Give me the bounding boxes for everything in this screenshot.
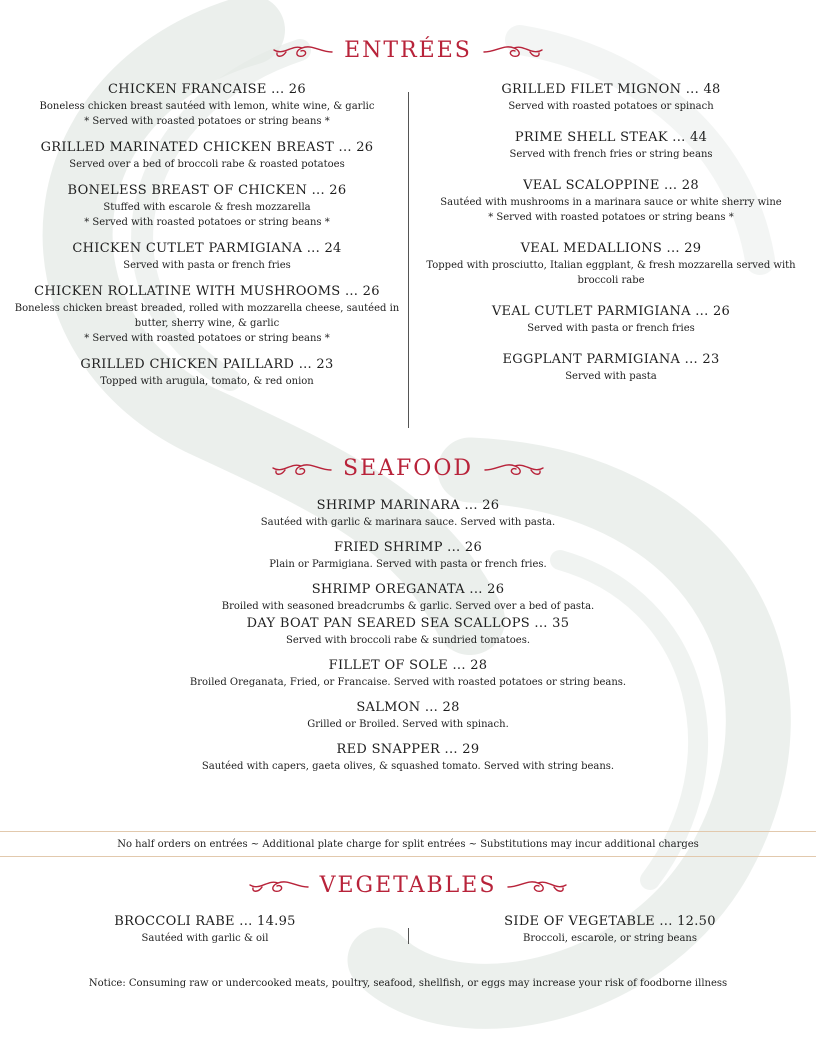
item-name: GRILLED CHICKEN PAILLARD ... 23 (80, 357, 334, 372)
item-name: RED SNAPPER ... 29 (336, 742, 480, 757)
item-name: EGGPLANT PARMIGIANA ... 23 (502, 352, 720, 367)
item-description: * Served with roasted potatoes or string beans * (84, 217, 330, 228)
item-name: VEAL CUTLET PARMIGIANA ... 26 (491, 304, 731, 319)
vegetables-title: VEGETABLES (319, 873, 497, 898)
item-name: FILLET OF SOLE ... 28 (328, 658, 488, 673)
vegetables-heading (0, 875, 816, 897)
menu-item (0, 614, 816, 648)
menu-item (10, 80, 404, 129)
item-description: Sautéed with garlic & oil (141, 933, 269, 944)
vegetables-right (460, 912, 760, 955)
item-name: CHICKEN ROLLATINE WITH MUSHROOMS ... 26 (34, 284, 380, 299)
menu-item (0, 698, 816, 732)
item-name: SHRIMP MARINARA ... 26 (316, 498, 500, 513)
item-description: Sautéed with garlic & marinara sauce. Served with pasta. (260, 517, 556, 528)
item-description: Topped with prosciutto, Italian eggplant, & fresh mozzarella served with (426, 260, 796, 271)
menu-item (10, 355, 404, 389)
item-description: broccoli rabe (577, 275, 645, 286)
item-name: CHICKEN CUTLET PARMIGIANA ... 24 (72, 241, 342, 256)
item-description: Served with broccoli rabe & sundried tomatoes. (285, 635, 531, 646)
item-name: SALMON ... 28 (356, 700, 460, 715)
menu-item (418, 80, 804, 114)
item-description: Served with pasta or french fries (527, 323, 695, 334)
right-flourish-icon (482, 40, 544, 62)
menu-item (418, 176, 804, 225)
item-name: DAY BOAT PAN SEARED SEA SCALLOPS ... 35 (246, 616, 570, 631)
menu-item (0, 580, 816, 614)
item-name: VEAL MEDALLIONS ... 29 (520, 241, 702, 256)
item-name: SIDE OF VEGETABLE ... 12.50 (504, 914, 716, 929)
item-description: Stuffed with escarole & fresh mozzarella (103, 202, 311, 213)
menu-item (10, 239, 404, 273)
item-description: * Served with roasted potatoes or string beans * (488, 212, 734, 223)
left-flourish-icon (248, 875, 310, 897)
menu-item (418, 128, 804, 162)
item-name: BROCCOLI RABE ... 14.95 (114, 914, 296, 929)
item-description: Sautéed with capers, gaeta olives, & squashed tomato. Served with string beans. (201, 761, 615, 772)
item-description: Broiled with seasoned breadcrumbs & garlic. Served over a bed of pasta. (221, 601, 595, 612)
item-name: BONELESS BREAST OF CHICKEN ... 26 (67, 183, 347, 198)
item-name: CHICKEN FRANCAISE ... 26 (108, 82, 306, 97)
item-description: * Served with roasted potatoes or string beans * (84, 116, 330, 127)
foodborne-notice: Notice: Consuming raw or undercooked meats, poultry, seafood, shellfish, or eggs may increase your risk of foodborne illness (88, 978, 728, 989)
seafood-list (0, 496, 816, 783)
item-description: Boneless chicken breast breaded, rolled with mozzarella cheese, sautéed in (14, 303, 400, 314)
menu-item (0, 538, 816, 572)
entrees-right-column (418, 80, 804, 393)
item-name: GRILLED FILET MIGNON ... 48 (501, 82, 721, 97)
item-name: SHRIMP OREGANATA ... 26 (311, 582, 505, 597)
item-description: Grilled or Broiled. Served with spinach. (307, 719, 509, 730)
entrees-title: ENTRÉES (344, 38, 472, 63)
item-description: Served with pasta or french fries (123, 260, 291, 271)
item-description: butter, sherry wine, & garlic (134, 318, 280, 329)
vegetables-divider (408, 928, 409, 944)
right-flourish-icon (506, 875, 568, 897)
entrees-left-column (10, 80, 404, 398)
menu-item (0, 496, 816, 530)
menu-item (10, 282, 404, 346)
menu-item (10, 138, 404, 172)
menu-item (0, 656, 816, 690)
item-description: Plain or Parmigiana. Served with pasta or french fries. (269, 559, 547, 570)
left-flourish-icon (271, 458, 333, 480)
item-description: Sautéed with mushrooms in a marinara sauce or white sherry wine (440, 197, 782, 208)
seafood-heading (0, 458, 816, 480)
item-description: Boneless chicken breast sautéed with lemon, white wine, & garlic (39, 101, 375, 112)
item-name: PRIME SHELL STEAK ... 44 (514, 130, 708, 145)
menu-item (418, 302, 804, 336)
right-flourish-icon (483, 458, 545, 480)
item-name: GRILLED MARINATED CHICKEN BREAST ... 26 (40, 140, 374, 155)
item-name: VEAL SCALOPPINE ... 28 (523, 178, 699, 193)
entrees-heading (0, 40, 816, 62)
item-description: Served with roasted potatoes or spinach (508, 101, 714, 112)
item-description: Served over a bed of broccoli rabe & roasted potatoes (69, 159, 345, 170)
item-name: FRIED SHRIMP ... 26 (333, 540, 483, 555)
item-description: Broccoli, escarole, or string beans (523, 933, 697, 944)
menu-item (10, 181, 404, 230)
column-divider (408, 92, 409, 428)
policy-note: No half orders on entrées ~ Additional plate charge for split entrées ~ Substitutions may incur additional charges (0, 831, 816, 857)
menu-item (418, 350, 804, 384)
item-description: Topped with arugula, tomato, & red onion (100, 376, 314, 387)
menu-item (460, 912, 760, 946)
menu-item (0, 740, 816, 774)
item-description: Served with pasta (565, 371, 657, 382)
item-description: * Served with roasted potatoes or string beans * (84, 333, 330, 344)
vegetables-left (60, 912, 350, 955)
item-description: Broiled Oreganata, Fried, or Francaise. Served with roasted potatoes or string beans. (189, 677, 627, 688)
left-flourish-icon (272, 40, 334, 62)
menu-item (418, 239, 804, 288)
item-description: Served with french fries or string beans (509, 149, 713, 160)
seafood-title: SEAFOOD (343, 456, 473, 481)
menu-item (60, 912, 350, 946)
